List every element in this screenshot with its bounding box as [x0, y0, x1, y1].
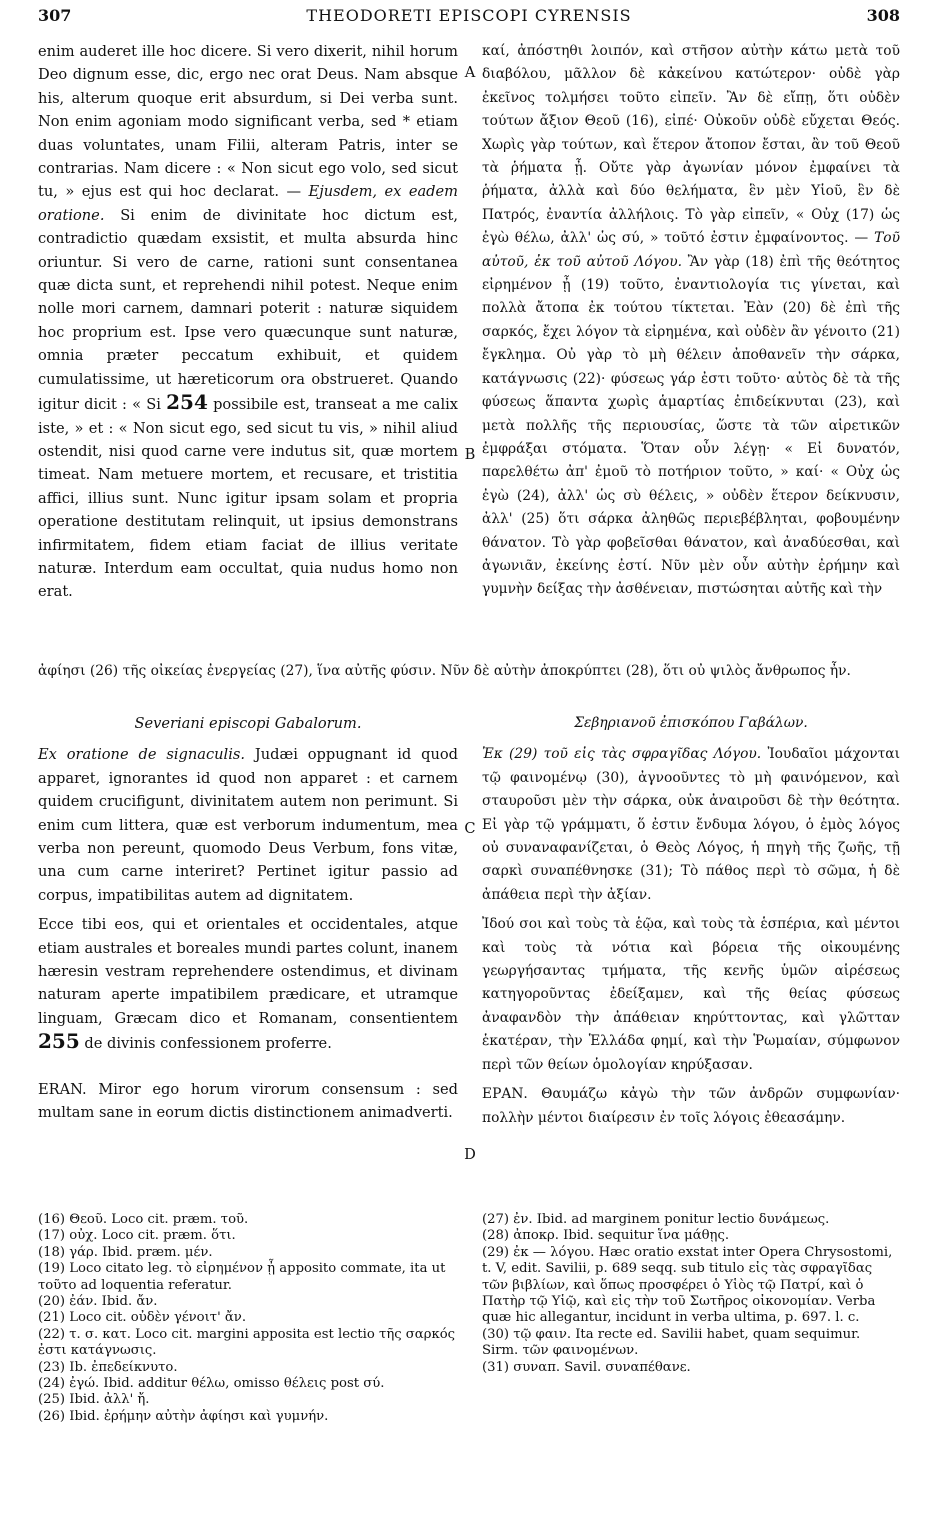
footnote: (20) ἐάν. Ibid. ἄν. [38, 1294, 158, 1310]
greek-paragraph-1: καί, ἀπόστηθι λοιπόν, καὶ στῆσον αὐτὴν κάτω μετὰ τοῦ διαβόλου, μᾶλλον δὲ κἀκείνου κατώτερον· οὐδὲ γὰρ ἐκεῖνος τολμήσει τοῦτο εἰπεῖν. Ἂν δὲ εἴπῃ, ὅτι οὐδὲν τούτων ἄξιον Θεοῦ (16), εἰπέ· Οὐκοῦν οὐδὲ εὔχεται Θεός. Χωρὶς γὰρ τούτων, καὶ ἕτερον ἄτοπον ἔσται, ἂν τοῦ Θεοῦ τὰ ῥήματα ᾖ. Οὔτε γὰρ ἀγωνίαν μόνον ἐμφαίνει τὰ ῥήματα, ἀλλὰ καὶ δύο θελήματα, ἓν μὲν Υἱοῦ, ἓν δὲ Πατρός, ἐναντία ἀλλήλοις. Τὸ γὰρ εἰπεῖν, « Οὐχ (17) ὡς ἐγὼ θέλω, ἀλλ' ὡς σύ, » τοῦτό ἐστιν ἐμφαίνοντος. — Τοῦ αὐτοῦ, ἐκ τοῦ αὐτοῦ Λόγου. Ἂν γὰρ (18) ἐπὶ τῆς θεότητος εἰρημένον ᾖ (19) τοῦτο, ἐναντιολογία τις γίνεται, καὶ πολλὰ ἄτοπα ἐκ τούτου τίκτεται. Ἐὰν (20) δὲ ἐπὶ τῆς σαρκός, ἔχει λόγον τὰ εἰρημένα, καὶ οὐδὲν ἂν γένοιτο (21) ἔγκλημα. Οὐ γὰρ τὸ μὴ θέλειν ἀποθανεῖν τὴν σάρκα, κατάγνωσις (22)· φύσεως γάρ ἐστι τοῦτο· αὐτὸς δὲ τὰ τῆς φύσεως ἅπαντα χωρὶς ἁμαρτίας ἐπιδείκνυται (23), καὶ μετὰ πολλῆς τῆς περιουσίας, ὥστε τὰ τῶν αἱρετικῶν ἐμφράξαι στόματα. Ὅταν οὖν λέγῃ· « Εἰ δυνατόν, παρελθέτω ἀπ' ἐμοῦ τὸ ποτήριον τοῦτο, » καί· « Οὐχ ὡς ἐγὼ (24), ἀλλ' ὡς σὺ θέλεις, » οὐδὲν ἕτερον δείκνυσιν, ἀλλ' (25) ὅτι σάρκα ἀληθῶς περιεβέβληται, φοβουμένην θάνατον. Τὸ γὰρ φοβεῖσθαι θάνατον, καὶ ἀναδύεσθαι, καὶ ἀγωνιᾶν, ἐκείνης ἐστί. Νῦν μὲν οὖν αὐτὴν ἐρήμην καὶ γυμνὴν δείξας τὴν ἀσθένειαν, πιστώσηται αὐτῆς καὶ τὴν [482, 43, 900, 598]
column-number-254: 254 [166, 390, 208, 415]
latin-source-note: Ejusdem, ex eadem oratione. [38, 183, 458, 224]
footnote: (26) Ibid. ἐρήμην αὐτὴν ἀφίησι καὶ γυμνήν. [38, 1408, 329, 1424]
footnote: (23) Ib. ἐπεδείκνυτο. [38, 1359, 178, 1375]
column-number-255: 255 [38, 1029, 80, 1054]
greek-paragraph-2: Ἐκ (29) τοῦ εἰς τὰς σφραγῖδας Λόγου. Ἰουδαῖοι μάχονται τῷ φαινομένῳ (30), ἀγνοοῦντες τὸ μὴ φαινόμενον, καὶ σταυροῦσι μὲν τὴν σάρκα, οὐκ ἀναιροῦσι δὲ τὴν θεότητα. Εἰ γὰρ τῷ γράμματι, ὅ ἐστιν ἔνδυμα λόγου, ὁ ἐμὸς λόγος οὐ συναναφανίζεται, ὁ Θεὸς Λόγος, ἡ πηγὴ τῆς ζωῆς, τῇ σαρκὶ συναπέθνησκε (31); Τὸ πάθος περὶ τὸ σῶμα, ἡ δὲ ἀπάθεια περὶ τὴν ἀξίαν. [482, 746, 900, 903]
latin-column-upper [38, 40, 458, 604]
footnotes-left [38, 1212, 458, 1425]
marker-d: D [464, 1146, 476, 1163]
footnote: (29) ἐκ — λόγου. Hæc oratio exstat inter Opera Chrysostomi, t. V, edit. Savilii, p. 689 seqq. sub titulo εἰς τὰς σφραγῖδας τῶν βιβλίων, καὶ ὅπως προσφέρει ὁ Υἱὸς τῷ Πατρί, καὶ ὁ Πατὴρ τῷ Υἱῷ, καὶ εἰς τὴν τοῦ Σωτῆρος οἰκονομίαν. Verba quæ hic allegantur, incidunt in verba ultima, p. 697. l. c. [482, 1244, 893, 1326]
running-title: THEODORETI EPISCOPI CYRENSIS [306, 6, 632, 25]
footnote: (18) γάρ. Ibid. præm. μέν. [38, 1244, 213, 1260]
footnote: (31) συναπ. Savil. συναπέθανε. [482, 1359, 691, 1375]
footnote: (16) Θεοῦ. Loco cit. præm. τοῦ. [38, 1212, 249, 1227]
greek-column-lower [482, 712, 900, 1130]
page-number-left: 307 [38, 6, 72, 25]
greek-paragraph-3: Ἰδού σοι καὶ τοὺς τὰ ἑῷα, καὶ τοὺς τὰ ἑσπέρια, καὶ μέντοι καὶ τοὺς τὰ νότια καὶ βόρεια τῆς οἰκουμένης γεωργήσαντας τμήματα, τῆς κενῆς ὑμῶν αἱρέσεως κατηγοροῦντας ἐδείξαμεν, καὶ τῆς θείας φύσεως ἀναφανδὸν τὴν ἀπάθειαν κηρύττοντας, καὶ γλῶτταν ἑκατέραν, τὴν Ἑλλάδα φημί, καὶ τὴν Ῥωμαίαν, σύμφωνον περὶ τῶν θείων ὁμολογίαν κηρύξασαν. [482, 916, 900, 1073]
greek-source-note: Τοῦ αὐτοῦ, ἐκ τοῦ αὐτοῦ Λόγου. [482, 230, 900, 270]
greek-spanning-lines: ἀφίησι (26) τῆς οἰκείας ἐνεργείας (27), ἵνα αὐτῆς φύσιν. Νῦν δὲ αὐτὴν ἀποκρύπτει (28), ὅτι οὐ ψιλὸς ἄνθρωπος ἦν. [38, 663, 851, 679]
footnotes-right [482, 1212, 900, 1376]
footnote: (30) τῷ φαιν. Ita recte ed. Savilii habet, quam sequimur. Sirm. τῶν φαινομένων. [482, 1326, 861, 1359]
footnote: (19) Loco citato leg. τὸ εἰρημένον ᾖ apposito commate, ita ut τοῦτο ad loquentia referatur. [38, 1261, 446, 1293]
marker-c: C [464, 820, 476, 837]
page-number-right: 308 [866, 6, 900, 25]
latin-oration-title: Ex oratione de signaculis. [38, 746, 245, 764]
footnote: (25) Ibid. ἀλλ' ἤ. [38, 1392, 150, 1408]
greek-oration-title: Ἐκ (29) τοῦ εἰς τὰς σφραγῖδας Λόγου. [482, 746, 762, 763]
marker-b: B [464, 446, 476, 463]
latin-heading-severianus: Severiani episcopi Gabalorum. [134, 715, 362, 732]
page-header [38, 6, 900, 34]
marker-a: A [464, 64, 476, 81]
latin-column-lower [38, 712, 458, 1125]
footnote: (22) τ. σ. κατ. Loco cit. margini apposita est lectio τῆς σαρκός ἐστι κατάγνωσις. [38, 1326, 456, 1359]
footnote: (24) ἐγώ. Ibid. additur θέλω, omisso θέλεις post σύ. [38, 1376, 385, 1392]
latin-paragraph-1: enim auderet ille hoc dicere. Si vero dixerit, nihil horum Deo dignum esse, dic, ergo nec orat Deus. Nam absque his, alterum quoque erit absurdum, si Dei verba sunt. Non enim agoniam modo significant verba, sed * etiam duas voluntates, unam Filii, alteram Patris, inter se contrarias. Nam dicere : « Non sicut ego volo, sed sicut tu, » ejus est qui hoc declarat. — Ejusdem, ex eadem oratione. Si enim de divinitate hoc dictum est, contradictio quædam exsistit, et multa absurda hinc oriuntur. Si vero de carne, rationi sunt consentanea quæ dicta sunt, et reprehendi nihil potest. Neque enim nolle mori carnem, damnari poterit : naturæ siquidem hoc proprium est. Ipse vero quæcunque sunt naturæ, omnia præter peccatum exhibuit, et quidem cumulatissime, ut hæreticorum ora obstrueret. Quando igitur dicit : « Si 254 possibile est, transeat a me calix iste, » et : « Non sicut ego, sed sicut tu vis, » nihil aliud ostendit, nisi quod carne vere indutus sit, quæ mortem timeat. Nam metuere mortem, et recusare, et tristitia affici, illius sunt. Nunc igitur ipsam solam et propria operatione destitutam relinquit, ut ipsius demonstrans infirmitatem, fidem etiam faciat de illius veritate naturæ. Interdum eam occultat, quia nudus homo non erat. [38, 43, 459, 601]
latin-paragraph-3: Ecce tibi eos, qui et orientales et occidentales, atque etiam australes et boreales mundi partes colunt, inanem hæresin vestram reprehendere ostendimus, et divinam naturam aperte impatibilem prædicare, et utramque linguam, Græcam dico et Romanam, consentientem 255 de divinis confessionem proferre. [38, 916, 458, 1054]
greek-column-upper [482, 40, 900, 602]
greek-heading-severianus: Σεβηριανοῦ ἐπισκόπου Γαβάλων. [574, 715, 808, 731]
greek-paragraph-4: ΕΡΑΝ. Θαυμάζω κἀγὼ τὴν τῶν ἀνδρῶν συμφωνίαν· πολλὴν μέντοι διαίρεσιν ἐν τοῖς λόγοις ἐθεασάμην. [482, 1086, 900, 1126]
footnote: (27) ἐν. Ibid. ad marginem ponitur lectio δυνάμεως. [482, 1212, 830, 1227]
latin-paragraph-2: Ex oratione de signaculis. Judæi oppugnant id quod apparet, ignorantes id quod non apparet : et carnem quidem crucifigunt, divinitatem autem non perimunt. Si enim cum littera, quæ est verborum indumentum, mea verba non pereunt, quomodo Deus Verbum, fons vitæ, una cum carne interiret? Pertinet igitur passio ad corpus, impatibilitas autem ad dignitatem. [38, 746, 459, 904]
latin-paragraph-4: ERAN. Miror ego horum virorum consensum : sed multam sane in eorum dictis distinctionem animadverti. [38, 1080, 458, 1122]
footnote: (17) οὐχ. Loco cit. præm. ὅτι. [38, 1228, 236, 1244]
footnote: (21) Loco cit. οὐδὲν γένοιτ' ἄν. [38, 1310, 247, 1326]
footnote: (28) ἀποκρ. Ibid. sequitur ἵνα μάθῃς. [482, 1228, 730, 1244]
